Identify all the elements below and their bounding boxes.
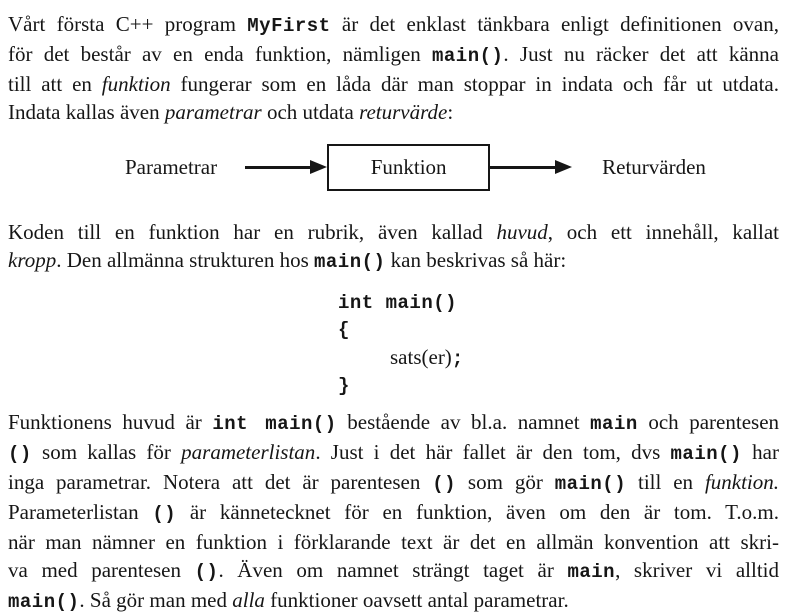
text-segment: Vårt första C++ program (8, 12, 248, 36)
text-segment: är kännetecknet för en funktion, även om den är tom. T.o.m. (176, 500, 779, 524)
code-text-segment: int main() (212, 413, 337, 435)
text-line (8, 408, 779, 438)
function-box (327, 144, 490, 191)
text-segment: funktion (101, 72, 171, 96)
text-line (8, 10, 779, 40)
parameters-label: Parametrar (125, 154, 218, 179)
paragraph-intro (8, 10, 779, 126)
text-segment: . Just nu räcker det att känna (503, 42, 779, 66)
text-segment: är det enklast tänkbara enligt definitionen ovan, (330, 12, 779, 36)
text-line (8, 468, 779, 498)
text-line (8, 556, 779, 586)
text-line (8, 586, 779, 616)
text-segment: som gör (456, 470, 555, 494)
code-text-segment: main() (432, 45, 504, 67)
text-line (338, 373, 779, 400)
text-line (338, 344, 779, 373)
code-text-segment: main (590, 413, 638, 435)
text-segment: Koden till en funktion har en rubrik, även kallad (8, 220, 497, 244)
code-text-segment: () (8, 443, 32, 465)
text-segment: för det består av en enda funktion, nämligen (8, 42, 432, 66)
text-segment: funktioner oavsett antal parametrar. (264, 588, 569, 612)
code-text-segment: main() (314, 251, 386, 273)
text-segment: Funktionens huvud är (8, 410, 213, 434)
paragraph-function-structure (8, 218, 779, 276)
text-line (8, 246, 779, 276)
paragraph-function-head (8, 408, 779, 616)
text-segment: till en (626, 470, 705, 494)
text-segment: som kallas för (31, 440, 182, 464)
code-text-segment: } (338, 375, 350, 397)
arrow-head (310, 160, 327, 174)
code-text-segment: () (152, 503, 177, 525)
code-text-segment: main() (554, 473, 627, 495)
text-line (8, 98, 779, 126)
code-text-segment: main (567, 561, 616, 583)
text-segment: fungerar som en låda där man stoppar in indata och får ut utdata. (170, 72, 779, 96)
text-segment: och parentesen (637, 410, 780, 434)
code-text-segment: int main() (338, 292, 458, 314)
text-segment: alla (232, 588, 265, 612)
code-text-segment: MyFirst (247, 15, 331, 37)
text-segment: parameterlistan (181, 440, 316, 464)
text-line (8, 40, 779, 70)
text-segment: när man nämner en funktion i förklarande text är det en allmän konvention att skri- (8, 530, 779, 554)
text-segment: sats(er) (390, 345, 452, 369)
text-segment: huvud (496, 220, 548, 244)
text-segment: va med parentesen (8, 558, 195, 582)
code-text-segment: { (338, 319, 350, 341)
text-line (338, 317, 779, 344)
text-segment: kan beskrivas så här: (385, 248, 567, 272)
text-segment: , och ett innehåll, kallat (547, 220, 779, 244)
text-segment: Indata kallas även (8, 100, 165, 124)
text-segment: . Så gör man med (79, 588, 233, 612)
text-line (8, 498, 779, 528)
text-segment: parametrar (164, 100, 262, 124)
arrow-right-icon (490, 160, 572, 174)
arrow-right-icon (245, 160, 327, 174)
text-line (338, 290, 779, 317)
text-segment: till att en (8, 72, 102, 96)
arrow-shaft (490, 166, 555, 169)
function-box-label: Funktion (370, 154, 447, 179)
returns-label: Returvärden (602, 154, 706, 179)
text-segment: Parameterlistan (8, 500, 153, 524)
arrow-shaft (245, 166, 310, 169)
text-segment: : (447, 100, 454, 124)
text-segment: . Just i det här fallet är den tom, dvs (315, 440, 671, 464)
text-segment: , skriver vi alltid (615, 558, 779, 582)
text-segment: bestående av bl.a. namnet (336, 410, 591, 434)
text-line (8, 218, 779, 246)
code-text-segment: ; (451, 348, 464, 370)
text-line (8, 70, 779, 98)
text-segment: kropp (8, 248, 57, 272)
text-segment: returvärde (359, 100, 448, 124)
text-segment: har (741, 440, 779, 464)
code-text-segment: main() (670, 443, 742, 465)
text-segment: och utdata (261, 100, 360, 124)
code-block-main-structure (338, 290, 779, 400)
text-segment: inga parametrar. Notera att det är parentesen (8, 470, 433, 494)
code-text-segment: () (194, 561, 219, 583)
text-line (8, 528, 779, 556)
text-segment: . Även om namnet strängt taget är (218, 558, 568, 582)
arrow-head (555, 160, 572, 174)
code-text-segment: () (432, 473, 457, 495)
text-line (8, 438, 779, 468)
text-segment: . Den allmänna strukturen hos (56, 248, 314, 272)
code-text-segment: main() (8, 591, 80, 613)
function-diagram (8, 142, 779, 192)
text-segment: funktion. (704, 470, 780, 494)
